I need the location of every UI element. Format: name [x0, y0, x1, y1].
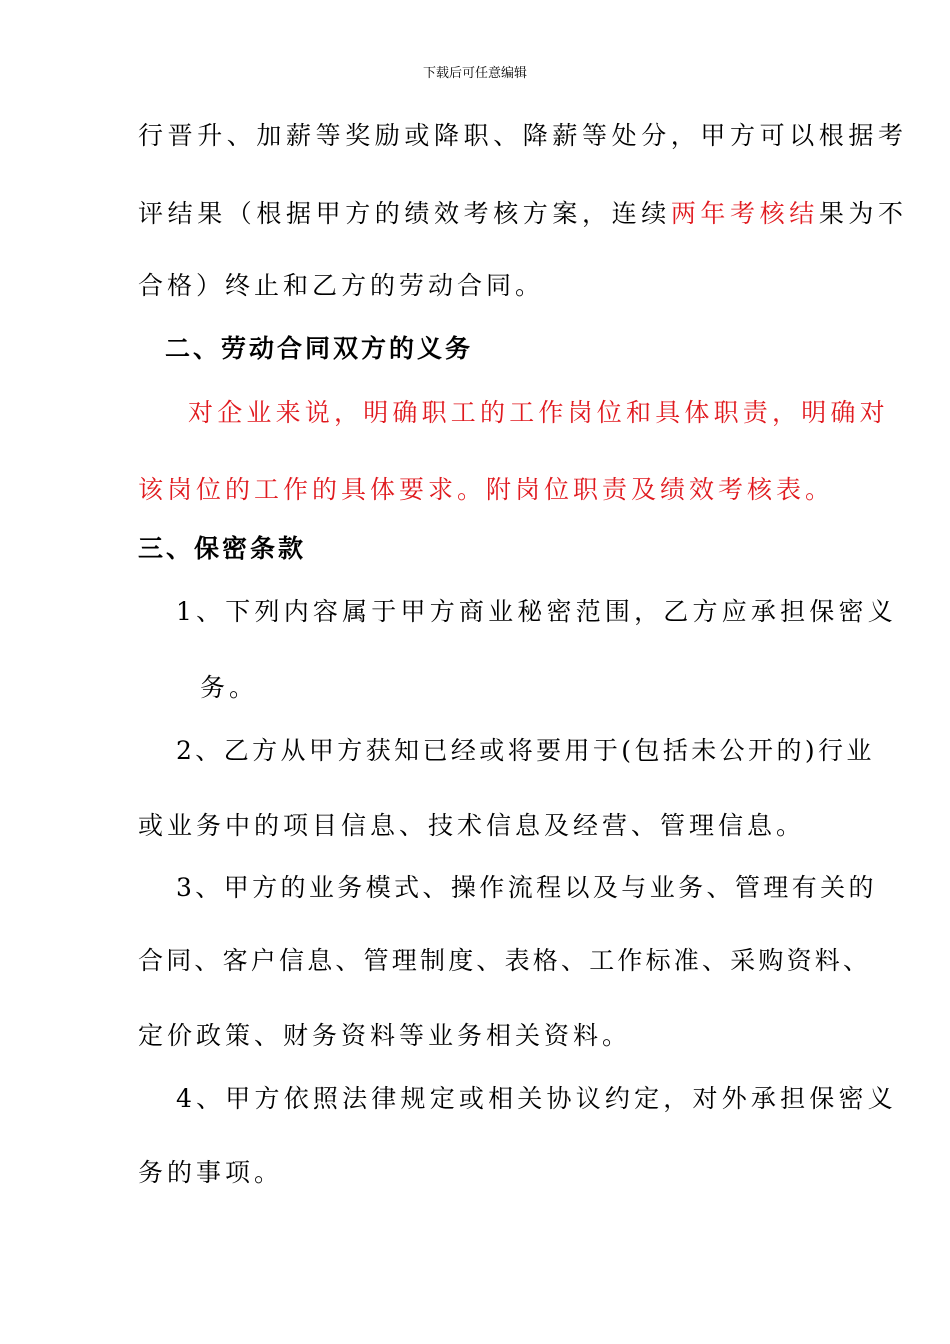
item-1-line-2: 务。: [200, 673, 259, 702]
body-line-2-part-c: 果为不: [818, 199, 908, 228]
item-4-line-1: 4、甲方依照法律规定或相关协议约定，对外承担保密义: [176, 1084, 897, 1113]
item-1-line-1: 1、下列内容属于甲方商业秘密范围，乙方应承担保密义: [176, 597, 897, 626]
item-3-line-1: 3、甲方的业务模式、操作流程以及与业务、管理有关的: [176, 873, 877, 902]
red-paragraph-line-1: 对企业来说，明确职工的工作岗位和具体职责，明确对: [188, 398, 889, 427]
body-line-2: [138, 198, 908, 230]
body-line-3: 合格）终止和乙方的劳动合同。: [138, 271, 545, 300]
item-3-line-2: 合同、客户信息、管理制度、表格、工作标准、采购资料、: [138, 946, 872, 975]
item-2-line-2: 或业务中的项目信息、技术信息及经营、管理信息。: [138, 811, 806, 840]
body-line-1: 行晋升、加薪等奖励或降职、降薪等处分，甲方可以根据考: [138, 121, 908, 150]
red-paragraph-line-2: 该岗位的工作的具体要求。附岗位职责及绩效考核表。: [138, 475, 835, 504]
item-3-line-3: 定价政策、财务资料等业务相关资料。: [138, 1021, 632, 1050]
body-line-2-part-a: 评结果（根据甲方的绩效考核方案，连续: [138, 199, 671, 228]
highlight-two-year-assessment: 两年考核结: [670, 199, 819, 228]
section-heading-2: 二、劳动合同双方的义务: [165, 334, 474, 363]
page-header: 下载后可任意编辑: [422, 66, 527, 81]
section-heading-3: 三、保密条款: [138, 534, 307, 563]
item-4-line-2: 务的事项。: [138, 1158, 284, 1187]
item-2-line-1: 2、乙方从甲方获知已经或将要用于(包括未公开的)行业: [176, 736, 875, 765]
